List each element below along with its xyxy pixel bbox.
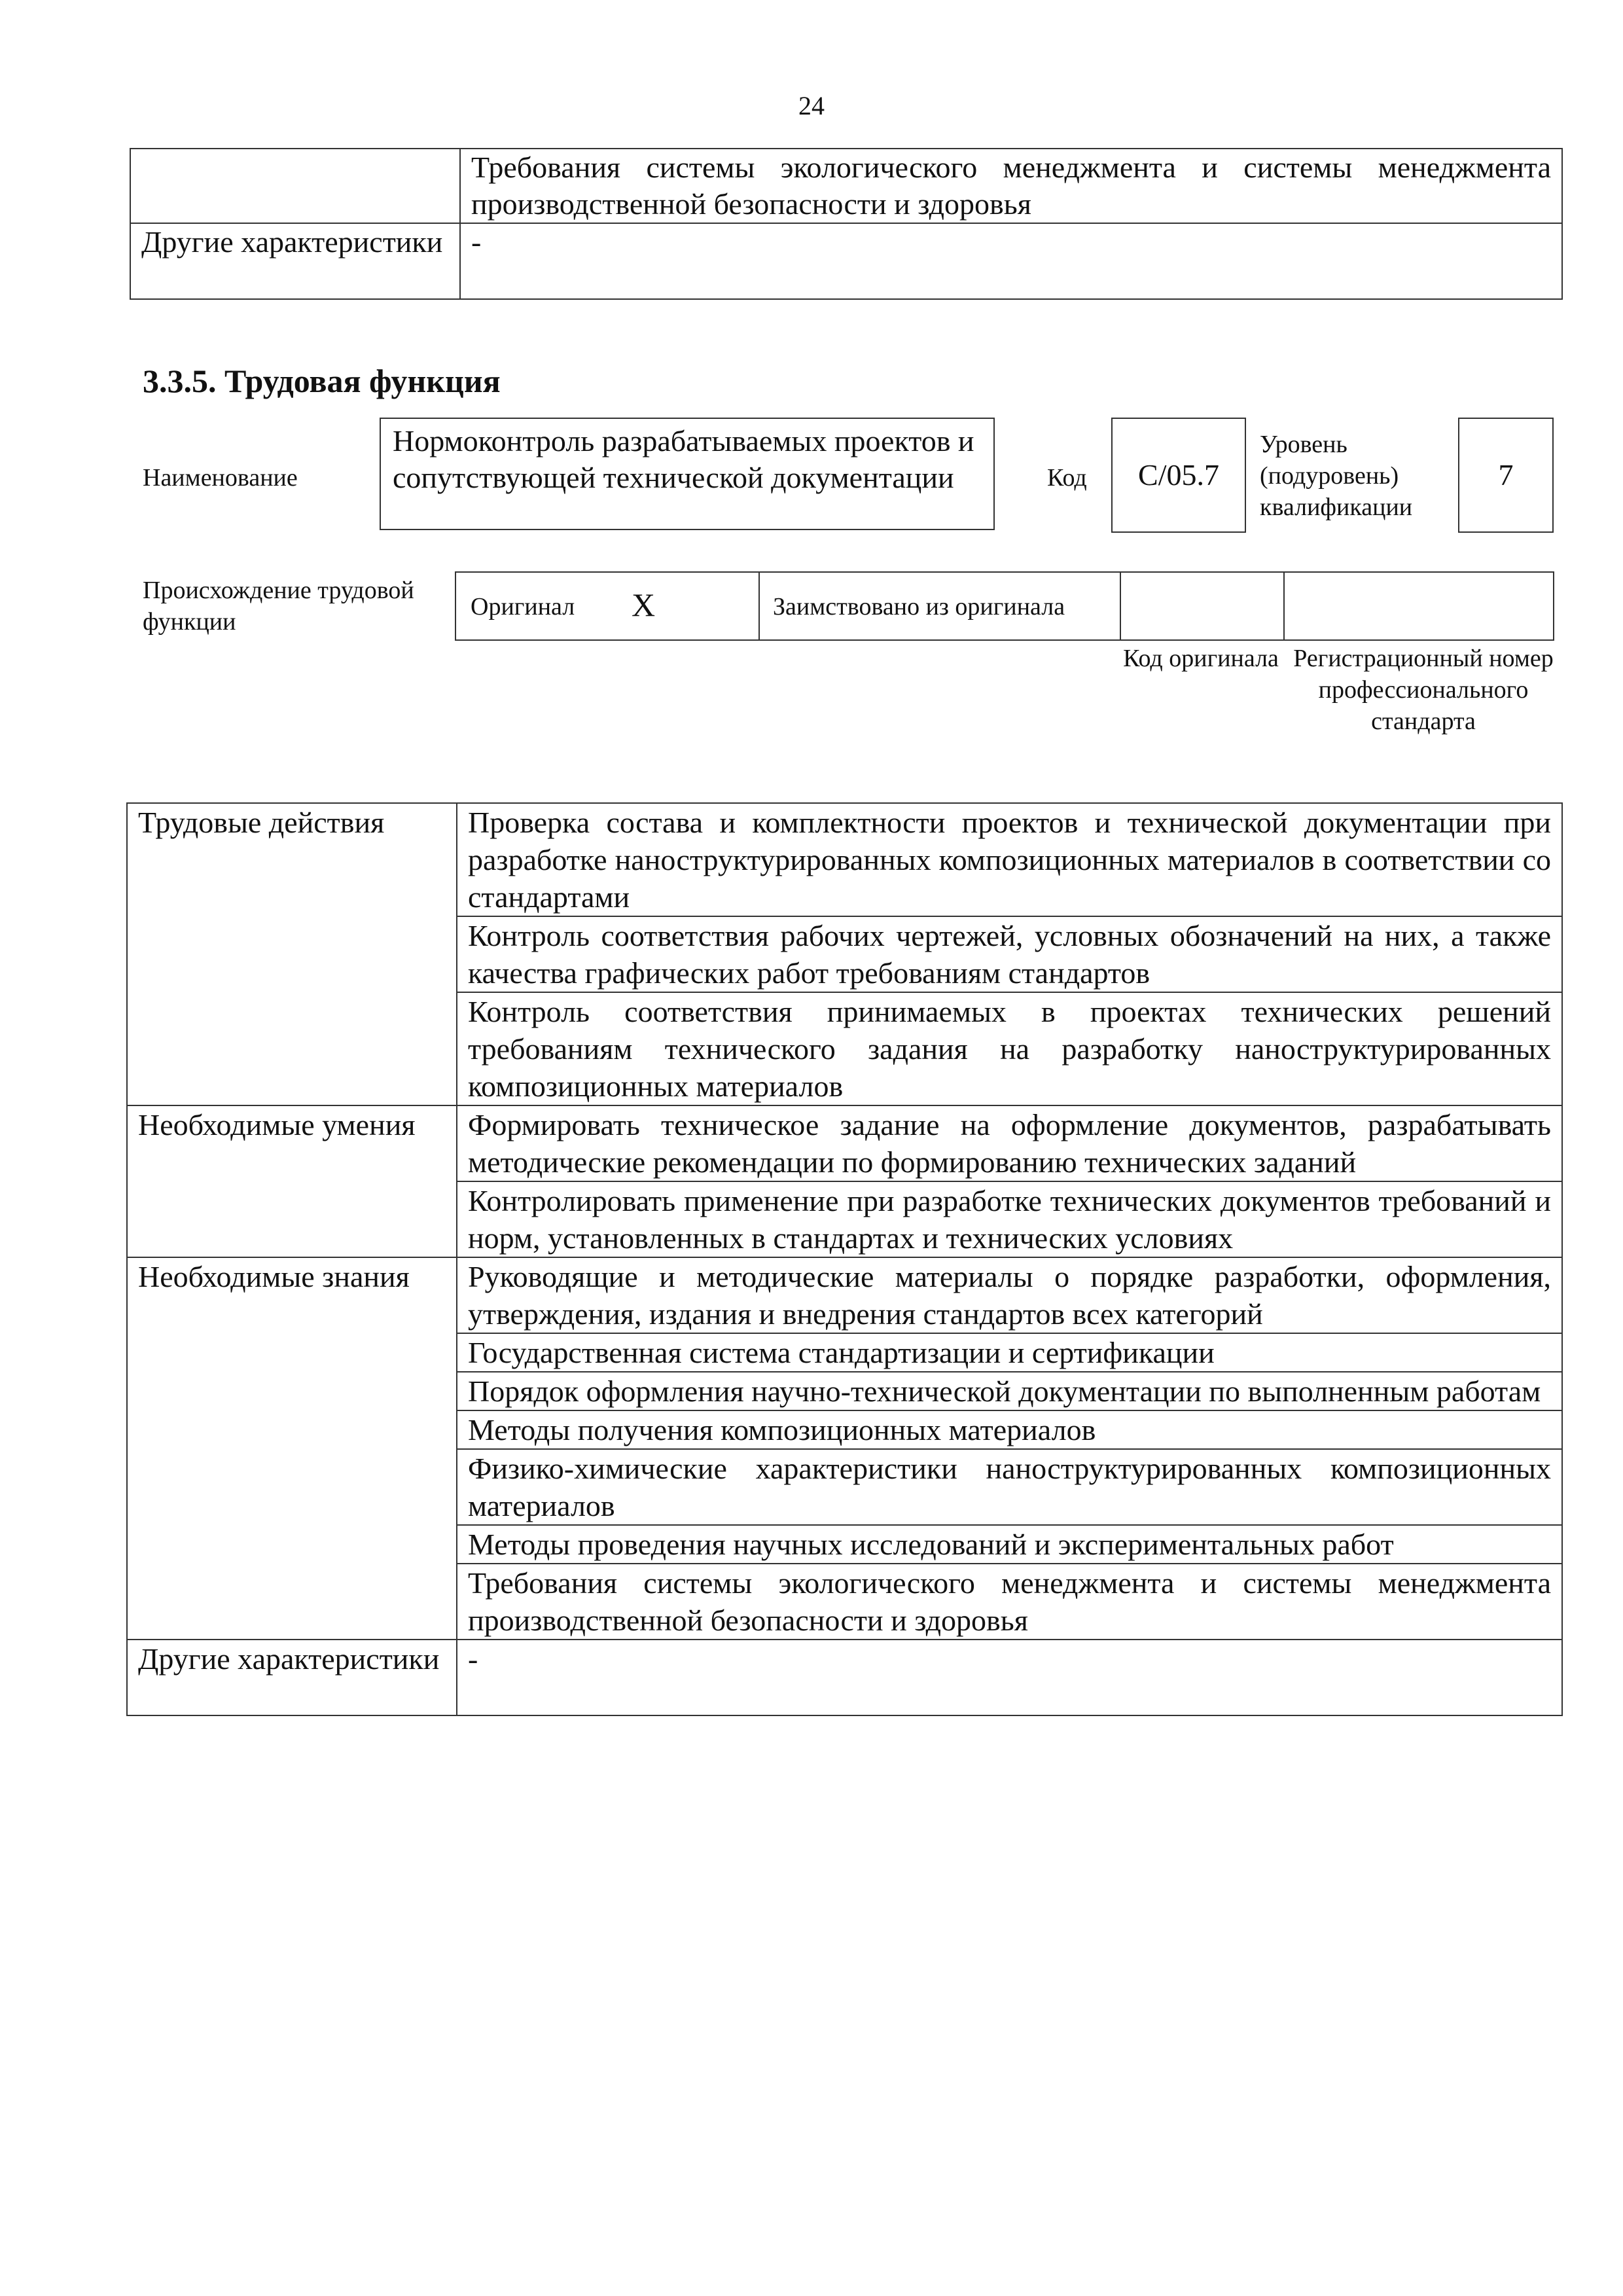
table-row (127, 803, 1562, 916)
table-row (127, 1640, 1562, 1715)
table-cell: Государственная система стандартизации и сертификации (457, 1333, 1562, 1372)
table-cell: Физико-химические характеристики наноструктурированных композиционных материалов (457, 1449, 1562, 1525)
function-name-box: Нормоконтроль разрабатываемых проектов и сопутствующей технической документации (380, 418, 995, 530)
original-mark: X (632, 586, 656, 623)
original-cell (456, 573, 760, 639)
other-characteristics-label: Другие характеристики (130, 223, 460, 299)
table-cell: Проверка состава и комплектности проектов и технической документации при разработке наноструктурированных композиционных материалов в соответствии со стандартами (457, 803, 1562, 916)
borrowed-cell (758, 573, 1121, 639)
original-code-cell (1120, 573, 1285, 639)
requirements-cell: Требования системы экологического менеджмента и системы менеджмента производственной безопасности и здоровья (460, 149, 1562, 223)
caption-original-code: Код оригинала (1123, 645, 1279, 672)
level-box: 7 (1458, 418, 1554, 533)
table-cell: Контроль соответствия рабочих чертежей, условных обозначений на них, а также качества графических работ требованиям стандартов (457, 916, 1562, 992)
empty-label-cell (130, 149, 460, 223)
table-cell: Формировать техническое задание на оформление документов, разрабатывать методические рекомендации по формированию технических заданий (457, 1105, 1562, 1181)
table-row (130, 223, 1562, 299)
other-label: Другие характеристики (127, 1640, 457, 1715)
table-cell: Методы проведения научных исследований и экспериментальных работ (457, 1525, 1562, 1564)
section-title: 3.3.5. Трудовая функция (143, 363, 501, 399)
page-number: 24 (798, 91, 825, 120)
table-cell: Контроль соответствия принимаемых в проектах технических решений требованиям технического задания на разработку наноструктурированных композиционных материалов (457, 992, 1562, 1105)
skills-label: Необходимые умения (127, 1105, 457, 1257)
table-cell: Контролировать применение при разработке технических документов требований и норм, установленных в стандартах и технических условиях (457, 1181, 1562, 1257)
table-cell: Порядок оформления научно-технической документации по выполненным работам (457, 1372, 1562, 1410)
caption-registration-number: Регистрационный номер профессионального стандарта (1293, 645, 1554, 735)
origin-label: Происхождение трудовой функции (143, 577, 414, 636)
table-cell: - (457, 1640, 1562, 1715)
table-cell: Требования системы экологического менеджмента и системы менеджмента производственной безопасности и здоровья (457, 1564, 1562, 1640)
table-row (130, 149, 1562, 223)
table-cell: Методы получения композиционных материалов (457, 1410, 1562, 1449)
other-characteristics-value: - (460, 223, 1562, 299)
labor-function-table (126, 802, 1563, 1716)
table-row (127, 1257, 1562, 1333)
actions-label: Трудовые действия (127, 803, 457, 1105)
table-cell: Руководящие и методические материалы о порядке разработки, оформления, утверждения, издания и внедрения стандартов всех категорий (457, 1257, 1562, 1333)
origin-table (455, 571, 1554, 641)
original-text: Оригинал (471, 593, 575, 620)
table-row (127, 1105, 1562, 1181)
knowledge-label: Необходимые знания (127, 1257, 457, 1640)
name-label: Наименование (143, 464, 298, 492)
borrowed-text: Заимствовано из оригинала (773, 593, 1065, 620)
continuation-table (130, 148, 1563, 300)
code-label: Код (1047, 464, 1087, 492)
function-code-box: С/05.7 (1111, 418, 1246, 533)
level-label: Уровень (подуровень) квалификации (1260, 431, 1413, 521)
